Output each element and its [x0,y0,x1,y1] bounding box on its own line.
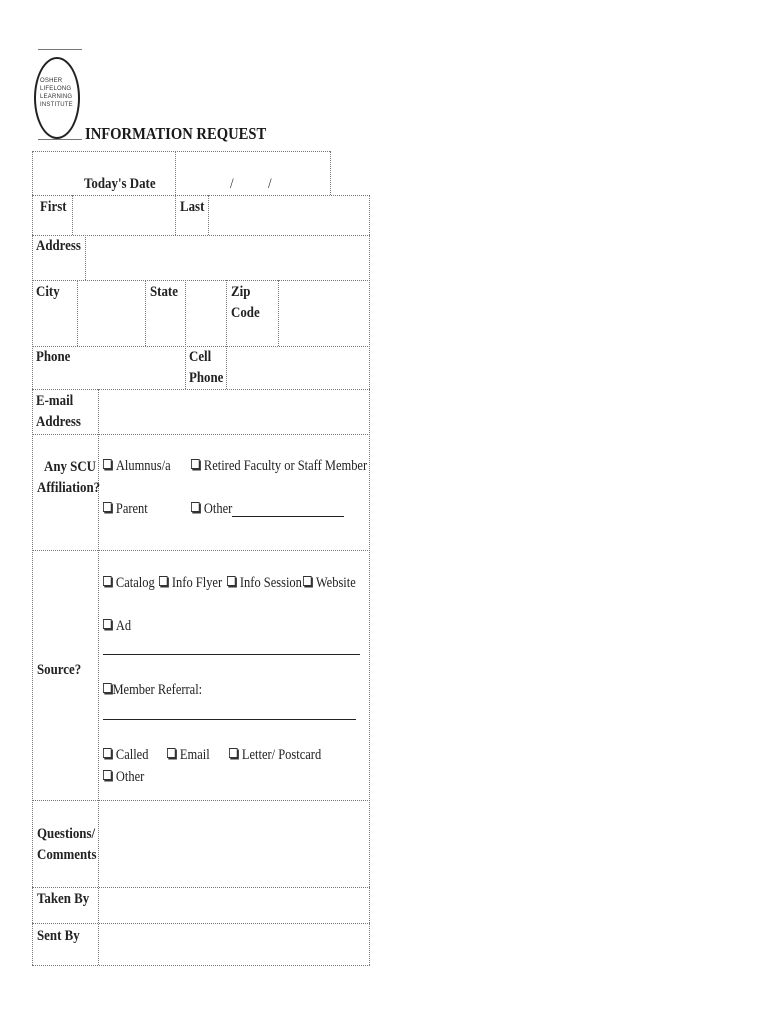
sent-by-field[interactable] [99,924,368,964]
info-session-checkbox[interactable] [227,575,302,592]
taken-by-field[interactable] [99,888,368,922]
option-label: Other [115,769,145,785]
logo-line: INSTITUTE [40,102,73,108]
option-label: Info Session [239,575,302,591]
divider [32,151,33,965]
logo-top-rule [38,49,82,50]
email-field[interactable] [99,390,368,433]
divider [32,965,370,966]
sent-by-label: Sent By [37,928,80,944]
info-flyer-checkbox[interactable] [159,575,222,592]
date-separator: / [268,176,272,192]
cell-phone-label: Phone [189,370,224,386]
taken-by-label: Taken By [37,891,90,907]
zip-label: Zip [231,284,251,300]
logo-bottom-rule [38,139,82,140]
zip-label: Code [231,305,260,321]
page-title: INFORMATION REQUEST [85,124,267,143]
email-label: Address [36,414,81,430]
email-source-checkbox[interactable] [167,747,210,764]
other-affiliation-field[interactable] [232,516,344,517]
zip-field[interactable] [279,281,368,345]
option-label: Retired Faculty or Staff Member [203,458,368,474]
checkbox-icon [227,576,236,586]
first-name-label: First [40,199,67,215]
email-label: E-mail [36,393,74,409]
option-label: Parent [115,501,148,517]
alumnus-checkbox[interactable] [103,458,171,475]
option-label: Ad [115,618,132,634]
checkbox-icon [303,576,312,586]
checkbox-icon [159,576,168,586]
option-label: Info Flyer [171,575,223,591]
option-label: Letter/ Postcard [241,747,322,763]
checkbox-icon [103,619,112,629]
checkbox-icon [103,459,112,469]
checkbox-icon [103,576,112,586]
parent-checkbox[interactable] [103,501,148,518]
other-source-checkbox[interactable] [103,769,144,786]
divider [369,195,370,965]
todays-date-field[interactable] [175,152,330,195]
logo-line: LEARNING [40,94,73,100]
option-label: Email [179,747,210,763]
city-field[interactable] [78,281,144,345]
ad-checkbox[interactable] [103,618,131,635]
divider [330,151,331,195]
called-checkbox[interactable] [103,747,148,764]
affiliation-label: Any SCU [44,459,96,475]
website-checkbox[interactable] [303,575,356,592]
checkbox-icon [103,683,112,693]
todays-date-label: Today's Date [84,176,156,192]
divider [32,434,370,435]
cell-phone-label: Cell [189,349,212,365]
logo-line: OSHER [40,78,63,84]
option-label: Catalog [115,575,155,591]
address-field[interactable] [86,236,368,279]
source-label: Source? [37,662,82,678]
state-label: State [150,284,178,300]
address-label: Address [36,238,81,254]
last-name-label: Last [180,199,205,215]
state-field[interactable] [186,281,225,345]
option-label: Called [115,747,149,763]
divider [32,550,370,551]
checkbox-icon [103,748,112,758]
cell-phone-field[interactable] [227,347,368,388]
retired-faculty-checkbox[interactable] [191,458,367,475]
phone-field[interactable] [78,347,184,388]
ad-detail-field[interactable] [103,654,360,655]
letter-postcard-checkbox[interactable] [229,747,321,764]
first-name-field[interactable] [73,196,174,234]
questions-field[interactable] [99,801,368,886]
divider [145,280,146,346]
checkbox-icon [167,748,176,758]
checkbox-icon [103,502,112,512]
city-label: City [36,284,60,300]
member-referral-checkbox[interactable] [103,682,202,699]
checkbox-icon [191,502,200,512]
last-name-field[interactable] [209,196,368,234]
questions-label: Questions/ [37,826,96,842]
option-label: Other [203,501,233,517]
member-referral-field[interactable] [103,719,356,720]
checkbox-icon [191,459,200,469]
affiliation-label: Affiliation? [37,480,101,496]
checkbox-icon [229,748,238,758]
catalog-checkbox[interactable] [103,575,155,592]
checkbox-icon [103,770,112,780]
questions-label: Comments [37,847,97,863]
option-label: Member Referral: [112,682,203,698]
phone-label: Phone [36,349,71,365]
logo-line: LIFELONG [40,86,72,92]
option-label: Website [315,575,356,591]
date-separator: / [230,176,234,192]
logo-text [40,77,73,109]
option-label: Alumnus/a [115,458,171,474]
other-affiliation-checkbox[interactable] [191,501,232,518]
